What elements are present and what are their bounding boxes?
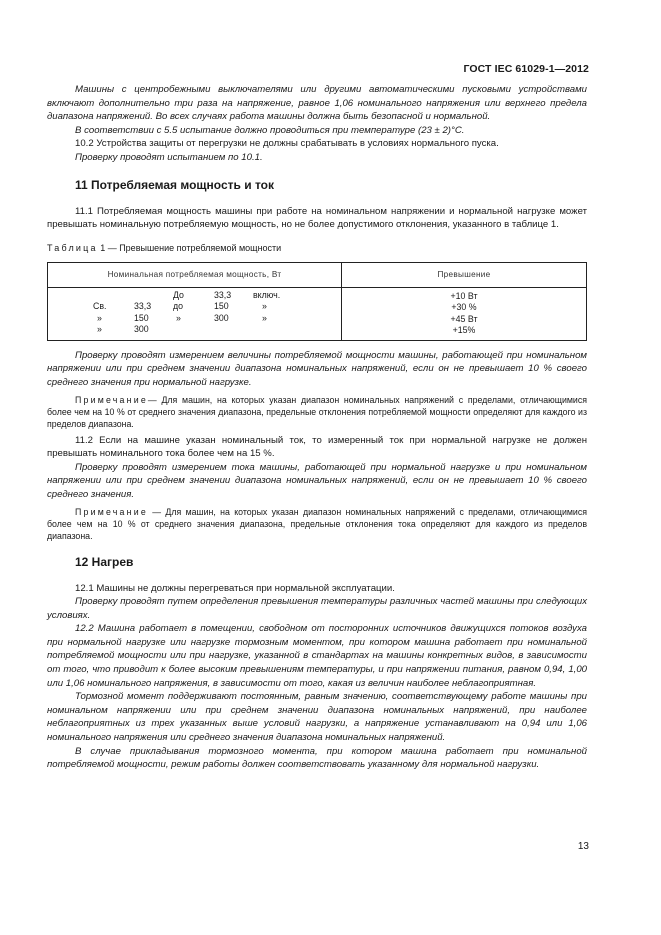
note-text: — Для машин, на которых указан диапазон номинальных напряжений с пределами, отличающимися более чем на 10 % от среднего значения диапазона, предельные отклонения тока определяют для каждого из пределов диапазона. [47, 506, 587, 541]
page-content [47, 83, 587, 772]
section-heading-11: 11 Потребляемая мощность и ток [75, 177, 275, 192]
paragraph: Тормозной момент поддерживают постоянным, равным значению, соответствующему работе машины при номинальном напряжении или при среднем значении диапазона номинальных напряжений, при наиболее неблагоприятных из трех указанных выше условий нагрузки, а напряжение устанавливают на 0,94 или 1,06 номинального напряжения или среднего значения диапазона номинальных напряжений. [47, 691, 587, 744]
cell-text: +45 Вт [450, 313, 478, 324]
cell-text: 33,3 [134, 301, 152, 312]
table-cell-power-ranges [48, 287, 342, 340]
cell-text: » [262, 312, 267, 323]
cell-text: » [97, 324, 102, 335]
note [47, 506, 587, 542]
cell-text: +15% [452, 325, 476, 336]
paragraph: В случае прикладывания тормозного момента, при котором машина работает при номинальной потребляемой мощности, режим работы должен соответствовать указанному для нормальной нагрузки. [47, 745, 587, 771]
table-row [48, 287, 587, 340]
note-label: Примечание [75, 506, 148, 517]
cell-text: 150 [214, 301, 229, 312]
table-header-row [48, 262, 587, 287]
cell-text: 300 [214, 312, 229, 323]
note-label: Примечание [75, 394, 148, 405]
paragraph: Проверку проводят измерением тока машины, работающей при нормальной нагрузке и при номинальном напряжении или при среднем значении диапазона номинальных напряжений, если он не превышает 10 % своего среднего значения. [47, 461, 587, 500]
cell-text: » [176, 312, 181, 323]
paragraph: 12.1 Машины не должны перегреваться при нормальной эксплуатации. [75, 582, 395, 594]
paragraph: 11.1 Потребляемая мощность машины при работе на номинальном напряжении и нормальной нагрузке может превышать номинальную потребляемую мощность, но не более допустимого отклонения, указанного в таблице 1. [47, 205, 587, 231]
cell-text: 300 [134, 324, 149, 335]
cell-text: » [97, 312, 102, 323]
table-caption [47, 242, 587, 254]
table-header-cell: Номинальная потребляемая мощность, Вт [48, 262, 342, 287]
cell-text: 33,3 [214, 289, 232, 300]
cell-text: 150 [134, 312, 149, 323]
cell-text: » [262, 301, 267, 312]
page-number: 13 [577, 841, 589, 852]
note [47, 394, 587, 430]
cell-text: +30 % [451, 302, 477, 313]
cell-text: включ. [253, 289, 281, 300]
paragraph: 10.2 Устройства защиты от перегрузки не должны срабатывать в условиях нормального пуска. [75, 138, 499, 150]
table-header-cell: Превышение [342, 262, 587, 287]
cell-text: +10 Вт [450, 290, 478, 301]
table-cell-excess [342, 287, 587, 340]
paragraph: Проверку проводят испытанием по 10.1. [75, 151, 263, 163]
paragraph: Проверку проводят путем определения превышения температуры различных частей машины при следующих условиях. [47, 596, 587, 621]
note-text: — Для машин, на которых указан диапазон номинальных напряжений с пределами, отличающимися более чем на 10 % от среднего значения диапазона, предельные отклонения потребляемой мощности определяют для каждого из пределов диапазона. [47, 394, 587, 429]
section-heading-12: 12 Нагрев [75, 554, 134, 569]
cell-text: До [173, 289, 184, 300]
table-caption-text: 1 — Превышение потребляемой мощности [97, 242, 282, 253]
paragraph: 12.2 Машина работает в помещении, свободном от посторонних источников движущихся потоков воздуха при нормальной нагрузке или нагрузке тормозным моментом, при котором машина работает при номинальной потребляемой мощности или при нагрузке, указанной в стандартах на машины конкретных видов, в зависимости от того, что приводит к более высоким превышениям температуры, и при напряжении питания, равном 0,94, 1,00 или 1,06 номинального напряжения, в зависимости от того, какая из величин наиболее неблагоприятная. [47, 623, 587, 689]
paragraph: Машины с центробежными выключателями или другими автоматическими пусковыми устройствами включают дополнительно три раза на напряжение, равное 1,06 номинального напряжения или верхнего предела диапазона напряжений. Во всех случаях работа машины должна быть безопасной и нормальной. [47, 84, 587, 123]
cell-text: до [173, 301, 184, 312]
document-code-header: ГОСТ IEC 61029-1—2012 [463, 63, 589, 75]
table-caption-label: Таблица [47, 242, 98, 253]
paragraph: 11.2 Если на машине указан номинальный ток, то измеренный ток при нормальной нагрузке не должен превышать номинального тока более чем на 15 %. [47, 434, 587, 460]
cell-text: Св. [93, 301, 107, 312]
paragraph: Проверку проводят измерением величины потребляемой мощности машины, работающей при номинальном напряжении или при среднем значении диапазона номинальных напряжений, если он не превышает 10 % своего среднего значения при нормальной нагрузке. [47, 349, 587, 388]
paragraph: В соответствии с 5.5 испытание должно проводиться при температуре (23 ± 2)°С. [75, 124, 465, 136]
power-excess-table [47, 262, 587, 341]
